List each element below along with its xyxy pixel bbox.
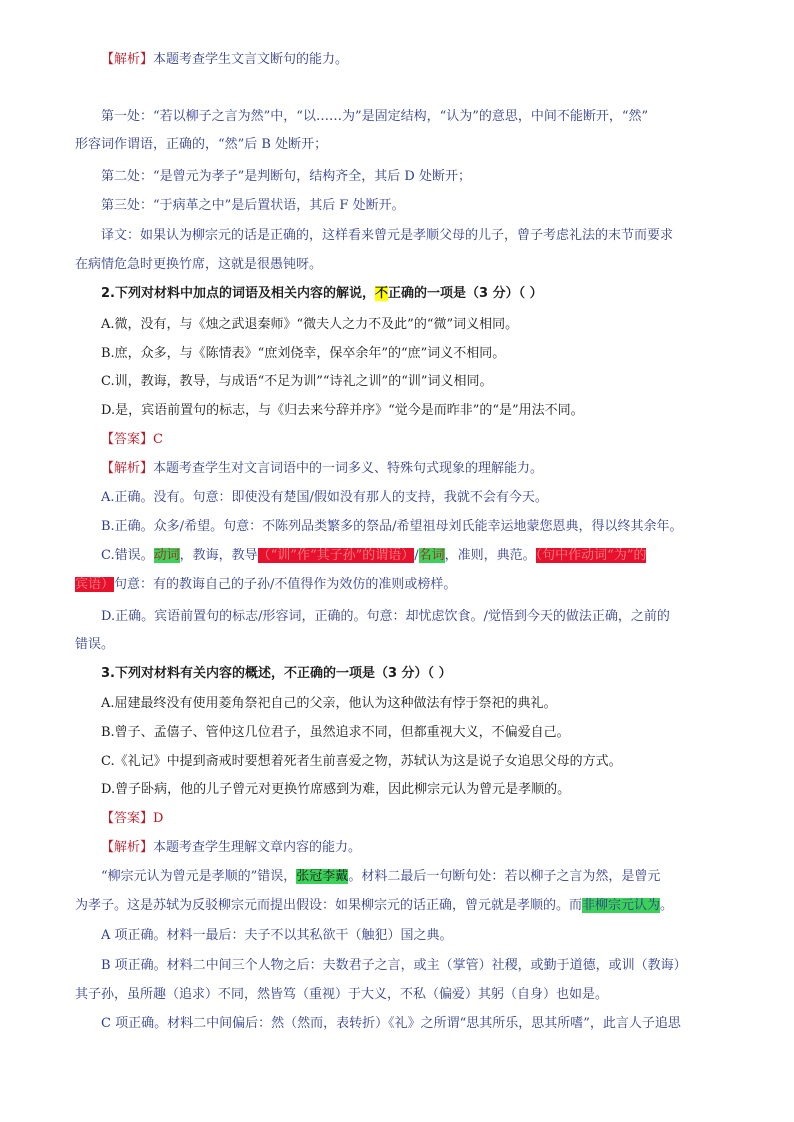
q2-analysis-d-cont: 错误。	[75, 637, 115, 652]
q2-option-a: A.微，没有，与《烛之武退秦师》“微夫人之力不及此”的“微”词义相同。	[101, 317, 519, 332]
second-break-text: 第二处：“是曾元为孝子”是判断句，结构齐全，其后 D 处断开；	[101, 169, 471, 184]
highlight-noun: 名词	[418, 548, 445, 563]
question-2-title: 2.下列对材料中加点的词语及相关内容的解说，不正确的一项是（3 分）（ ）	[101, 286, 543, 301]
translation-line-1: 译文：如果认为柳宗元的话是正确的，这样看来曾元是孝顺父母的儿子，曾子考虑礼法的末节而要求	[101, 228, 674, 243]
highlight-misattribution: 张冠李戴	[296, 869, 349, 884]
q2-option-c: C.训，教诲，教导，与成语“不足为训”“诗礼之训”的“训”词义相同。	[101, 374, 493, 389]
analysis-tag: 【解析】	[101, 840, 154, 855]
q2-analysis-c-cont: 宾语）句意：有的教诲自己的子孙/不值得作为效仿的准则或榜样。	[75, 577, 457, 592]
q3-analysis-line-2: 为孝子。这是苏轼为反驳柳宗元而提出假设：如果柳宗元的话正确，曾元就是孝顺的。而非柳宗元认为。	[75, 898, 674, 913]
translation-line-2: 在病情危急时更换竹席，这就是很愚钝呀。	[75, 257, 323, 272]
analysis-tag: 【解析】	[101, 52, 154, 67]
q2-option-d: D.是，宾语前置句的标志，与《归去来兮辞并序》“觉今是而昨非”的“是”用法不同。	[101, 403, 584, 418]
analysis-paragraph: 【解析】本题考查学生文言文断句的能力。	[101, 52, 349, 67]
q2-analysis-c: C.错误。动词，教诲，教导（“训”作“其子孙”的谓语）/名词，准则，典范。（句中作动词“为”的	[101, 548, 647, 563]
q3-analysis-line-1: “柳宗元认为曾元是孝顺的”错误，张冠李戴。材料二最后一句断句处：若以柳子之言为然，是曾元	[101, 869, 661, 884]
highlight-not: 不	[374, 286, 388, 301]
highlight-note-2: （句中作动词“为”的	[535, 548, 647, 563]
q2-analysis-b: B.正确。众多/希望。句意：不陈列品类繁多的祭品/希望祖母刘氏能幸运地蒙您恩典，得以终其余年。	[101, 519, 683, 534]
highlight-verb: 动词	[153, 548, 180, 563]
question-3-title: 3.下列对材料有关内容的概述，不正确的一项是（3 分）（ ）	[101, 666, 452, 681]
highlight-not-liu: 非柳宗元认为	[582, 898, 661, 913]
third-break-text: 第三处：“于病革之中”是后置状语，其后 F 处断开。	[101, 198, 405, 213]
q3-option-a: A.屈建最终没有使用菱角祭祀自己的父亲，他认为这种做法有悖于祭祀的典礼。	[101, 696, 557, 711]
highlight-note-2-cont: 宾语）	[75, 577, 115, 592]
q2-analysis-a: A.正确。没有。句意：即使没有楚国/假如没有那人的支持，我就不会有今天。	[101, 490, 548, 505]
q3-analysis-b: B 项正确。材料二中间三个人物之后：夫数君子之言，或主（掌管）社稷，或勤于道德，或训（教诲）	[101, 958, 687, 973]
q3-analysis-c: C 项正确。材料二中间偏后：然（然而，表转折）《礼》之所谓“思其所乐，思其所嗜”，此言人子追思	[101, 1016, 681, 1031]
first-break-text-cont: 形容词作谓语，正确的，“然”后 B 处断开；	[75, 137, 328, 152]
q3-analysis-b-cont: 其子孙，虽所趣（追求）不同，然皆笃（重视）于大义，不私（偏爱）其躬（自身）也如是。	[75, 987, 609, 1002]
highlight-note-1: （“训”作“其子孙”的谓语）	[257, 548, 415, 563]
q3-option-d: D.曾子卧病，他的儿子曾元对更换竹席感到为难，因此柳宗元认为曾元是孝顺的。	[101, 782, 571, 797]
q3-option-c: C.《礼记》中提到斋戒时要想着死者生前喜爱之物，苏轼认为这是说子女追思父母的方式。	[101, 754, 622, 769]
first-break-text: 第一处：“若以柳子之言为然”中，“以……为”是固定结构，“认为”的意思，中间不能断开，“然”	[101, 109, 649, 124]
q3-answer: 【答案】D	[101, 811, 164, 826]
q2-analysis-d: D.正确。宾语前置句的标志/形容词，正确的。句意：却忧虑饮食。/觉悟到今天的做法正确，之前的	[101, 609, 670, 624]
q2-analysis: 【解析】本题考查学生对文言词语中的一词多义、特殊句式现象的理解能力。	[101, 461, 544, 476]
q3-analysis: 【解析】本题考查学生理解文章内容的能力。	[101, 840, 362, 855]
q2-option-b: B.庶，众多，与《陈情表》“庶刘侥幸，保卒余年”的“庶”词义不相同。	[101, 346, 506, 361]
q3-analysis-a: A 项正确。材料一最后：夫子不以其私欲干（触犯）国之典。	[101, 928, 453, 943]
q2-answer: 【答案】C	[101, 432, 163, 447]
q3-option-b: B.曾子、孟僖子、管仲这几位君子，虽然追求不同，但都重视大义，不偏爱自己。	[101, 725, 570, 740]
analysis-tag: 【解析】	[101, 461, 154, 476]
